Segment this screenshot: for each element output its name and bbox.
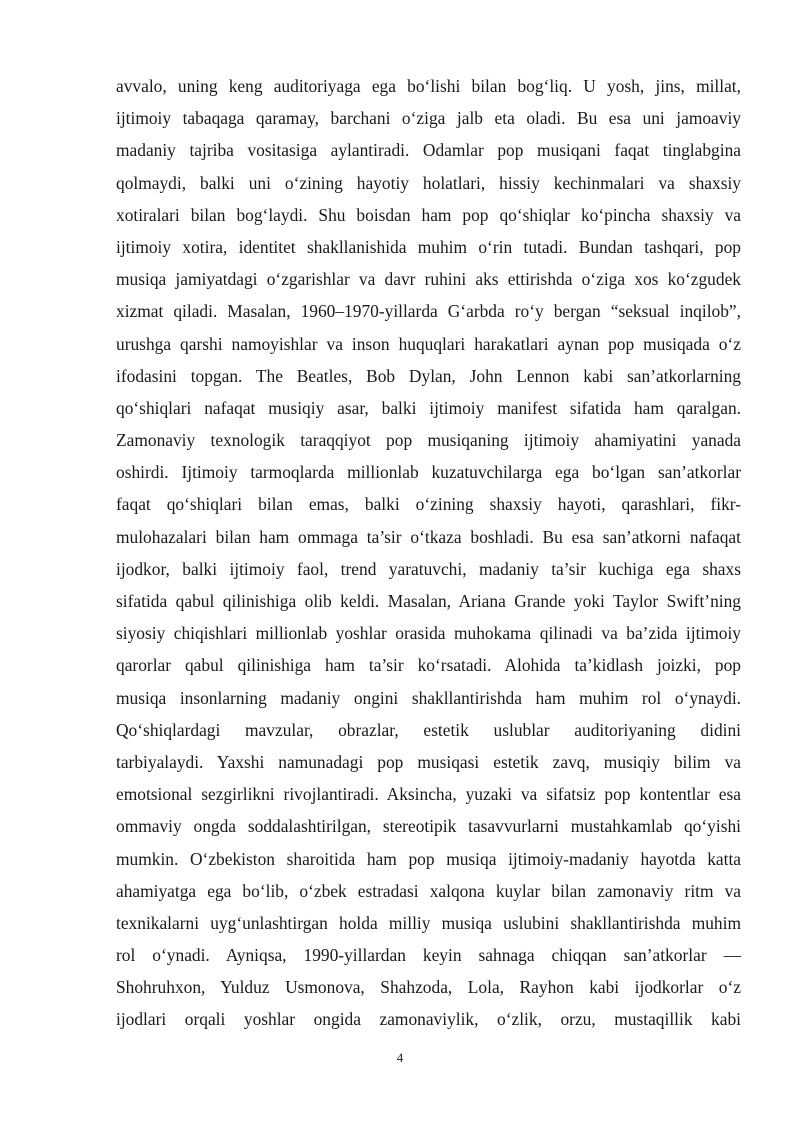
text-line: qarorlar qabul qilinishiga ham ta’sir ko‘rsatadi. Alohida ta’kidlash joizki, pop bbox=[116, 655, 741, 676]
body-paragraph bbox=[116, 70, 741, 1036]
text-line: ifodasini topgan. The Beatles, Bob Dylan, John Lennon kabi san’atkorlarning bbox=[116, 365, 741, 386]
text-line: xotiralari bilan bog‘laydi. Shu boisdan ham pop qo‘shiqlar ko‘pincha shaxsiy va bbox=[116, 204, 741, 225]
text-line: Qo‘shiqlardagi mavzular, obrazlar, estetik uslublar auditoriyaning didini bbox=[116, 719, 741, 740]
text-line: emotsional sezgirlikni rivojlantiradi. Aksincha, yuzaki va sifatsiz pop kontentlar esa bbox=[116, 784, 741, 805]
text-line: ijtimoiy tabaqaga qaramay, barchani o‘ziga jalb eta oladi. Bu esa uni jamoaviy bbox=[116, 108, 741, 129]
text-line: texnikalarni uyg‘unlashtirgan holda milliy musiqa uslubini shakllantirishda muhim bbox=[116, 912, 741, 933]
text-line: tarbiyalaydi. Yaxshi namunadagi pop musiqasi estetik zavq, musiqiy bilim va bbox=[116, 751, 741, 772]
text-line: Zamonaviy texnologik taraqqiyot pop musiqaning ijtimoiy ahamiyatini yanada bbox=[116, 430, 741, 451]
text-line: xizmat qiladi. Masalan, 1960–1970-yillarda G‘arbda ro‘y bergan “seksual inqilob”, bbox=[116, 301, 741, 322]
text-line: qolmaydi, balki uni o‘zining hayotiy holatlari, hissiy kechinmalari va shaxsiy bbox=[116, 172, 741, 193]
text-line: musiqa jamiyatdagi o‘zgarishlar va davr ruhini aks ettirishda o‘ziga xos ko‘zgudek bbox=[116, 269, 741, 290]
text-line: qo‘shiqlari nafaqat musiqiy asar, balki ijtimoiy manifest sifatida ham qaralgan. bbox=[116, 397, 741, 418]
page-number: 4 bbox=[396, 1050, 404, 1065]
text-line: ijodlari orqali yoshlar ongida zamonaviylik, o‘zlik, orzu, mustaqillik kabi bbox=[116, 1009, 741, 1030]
text-line: Shohruhxon, Yulduz Usmonova, Shahzoda, Lola, Rayhon kabi ijodkorlar o‘z bbox=[116, 977, 741, 998]
text-line: sifatida qabul qilinishiga olib keldi. Masalan, Ariana Grande yoki Taylor Swift’ning bbox=[116, 591, 741, 611]
text-line: madaniy tajriba vositasiga aylantiradi. Odamlar pop musiqani faqat tinglabgina bbox=[116, 140, 741, 161]
text-line: ommaviy ongda soddalashtirilgan, stereotipik tasavvurlarni mustahkamlab qo‘yishi bbox=[116, 816, 741, 837]
text-line: ijtimoiy xotira, identitet shakllanishida muhim o‘rin tutadi. Bundan tashqari, pop bbox=[116, 236, 741, 257]
text-line: mulohazalari bilan ham ommaga ta’sir o‘tkaza boshladi. Bu esa san’atkorni nafaqat bbox=[116, 526, 741, 547]
text-line: musiqa insonlarning madaniy ongini shakllantirishda ham muhim rol o‘ynaydi. bbox=[116, 687, 741, 708]
text-line: ijodkor, balki ijtimoiy faol, trend yaratuvchi, madaniy ta’sir kuchiga ega shaxs bbox=[116, 558, 741, 579]
text-line: oshirdi. Ijtimoiy tarmoqlarda millionlab kuzatuvchilarga ega bo‘lgan san’atkorlar bbox=[116, 462, 741, 483]
text-line: mumkin. O‘zbekiston sharoitida ham pop musiqa ijtimoiy-madaniy hayotda katta bbox=[116, 848, 741, 869]
text-line: urushga qarshi namoyishlar va inson huquqlari harakatlari aynan pop musiqada o‘z bbox=[116, 333, 741, 354]
text-line: ahamiyatga ega bo‘lib, o‘zbek estradasi xalqona kuylar bilan zamonaviy ritm va bbox=[116, 880, 741, 901]
text-line: faqat qo‘shiqlari bilan emas, balki o‘zining shaxsiy hayoti, qarashlari, fikr- bbox=[116, 494, 741, 515]
text-line: siyosiy chiqishlari millionlab yoshlar orasida muhokama qilinadi va ba’zida ijtimoiy bbox=[116, 623, 741, 644]
text-line: rol o‘ynadi. Ayniqsa, 1990-yillardan keyin sahnaga chiqqan san’atkorlar — bbox=[116, 945, 741, 966]
text-line: avvalo, uning keng auditoriyaga ega bo‘lishi bilan bog‘liq. U yosh, jins, millat, bbox=[116, 76, 741, 96]
